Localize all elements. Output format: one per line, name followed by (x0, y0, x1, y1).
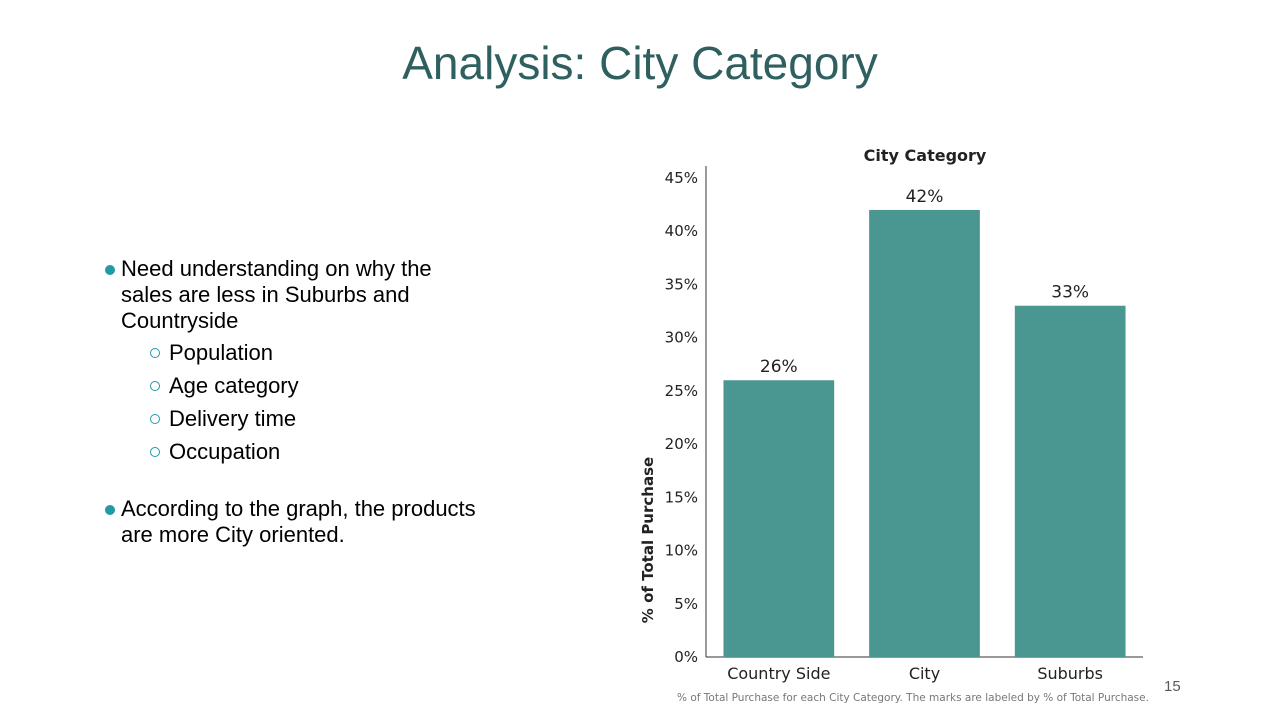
bullet-list (104, 256, 484, 548)
sub-bullet-item (104, 439, 484, 465)
sub-bullet-item (104, 406, 484, 432)
bar (869, 210, 980, 657)
hollow-circle-icon (150, 447, 160, 457)
y-tick-label: 40% (664, 222, 698, 241)
y-tick-label: 45% (664, 169, 698, 187)
sub-bullet-item (104, 373, 484, 399)
bar-value-label: 26% (759, 357, 798, 378)
x-tick-label: Suburbs (1037, 664, 1104, 683)
bullet-dot-icon (105, 265, 115, 275)
bullet-item (104, 496, 484, 548)
sub-bullet-text: Age category (169, 373, 299, 398)
y-tick-label: 0% (674, 648, 698, 666)
bullet-item (104, 256, 484, 334)
hollow-circle-icon (150, 348, 160, 358)
sub-bullet-list (104, 340, 484, 465)
y-tick-label: 15% (664, 488, 698, 507)
y-tick-label: 10% (664, 541, 698, 560)
chart-title: City Category (863, 146, 987, 165)
sub-bullet-text: Population (169, 340, 273, 365)
y-tick-label: 25% (664, 381, 698, 400)
y-axis-label: % of Total Purchase (639, 456, 657, 624)
y-tick-label: 30% (664, 328, 698, 347)
sub-bullet-text: Delivery time (169, 406, 297, 431)
y-tick-label: 5% (674, 594, 698, 613)
bar-value-label: 33% (1051, 282, 1090, 303)
x-tick-label: Country Side (727, 664, 831, 683)
bullet-dot-icon (105, 505, 115, 515)
page-number: 15 (1164, 678, 1181, 695)
hollow-circle-icon (150, 381, 160, 391)
city-category-bar-chart (600, 130, 1160, 710)
bar (1015, 306, 1126, 657)
bar (723, 380, 834, 657)
x-tick-label: City (908, 664, 941, 683)
slide-title: Analysis: City Category (402, 37, 878, 89)
sub-bullet-item (104, 340, 484, 366)
bullet-text: According to the graph, the products are more City oriented. (121, 496, 476, 547)
hollow-circle-icon (150, 414, 160, 424)
sub-bullet-text: Occupation (169, 439, 281, 464)
y-tick-label: 35% (664, 275, 698, 294)
chart-caption: % of Total Purchase for each City Category. The marks are labeled by % of Total Purchase. (677, 692, 1149, 704)
y-tick-label: 20% (664, 435, 698, 454)
bullet-text: Need understanding on why the sales are less in Suburbs and Countryside (121, 256, 432, 333)
bar-value-label: 42% (905, 186, 944, 207)
